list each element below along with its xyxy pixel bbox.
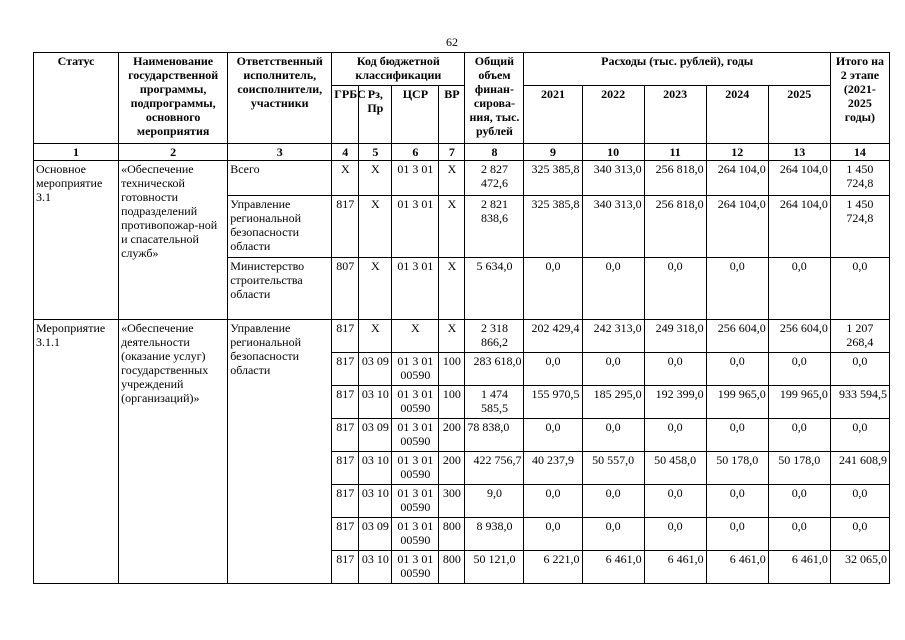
year-2025-cell: 0,0: [768, 419, 830, 452]
year-2022-cell: 6 461,0: [582, 551, 644, 584]
header-rzpr: Рз, Пр: [359, 86, 392, 144]
csr-cell: 01 3 01 00590: [392, 518, 439, 551]
header-expenses: Расходы (тыс. рублей), годы: [524, 53, 830, 86]
table-row: [34, 161, 890, 196]
grbs-cell: 817: [332, 485, 359, 518]
column-number-row: [34, 144, 890, 161]
year-2021-cell: 40 237,9: [524, 452, 582, 485]
year-2023-cell: 0,0: [644, 258, 706, 320]
year-2022-cell: 0,0: [582, 258, 644, 320]
header-csr: ЦСР: [392, 86, 439, 144]
year-2022-cell: 242 313,0: [582, 320, 644, 353]
vr-cell: 300: [439, 485, 465, 518]
year-2022-cell: 340 313,0: [582, 161, 644, 196]
year-2023-cell: 0,0: [644, 485, 706, 518]
year-2021-cell: 0,0: [524, 258, 582, 320]
year-2024-cell: 256 604,0: [706, 320, 768, 353]
rzpr-cell: Х: [359, 258, 392, 320]
sum-cell: 0,0: [830, 353, 889, 386]
year-2025-cell: 0,0: [768, 353, 830, 386]
year-2025-cell: 264 104,0: [768, 196, 830, 258]
column-number: 11: [644, 144, 706, 161]
year-2021-cell: 325 385,8: [524, 161, 582, 196]
column-number: 2: [119, 144, 228, 161]
total-cell: 50 121,0: [465, 551, 524, 584]
csr-cell: 01 3 01 00590: [392, 485, 439, 518]
year-2023-cell: 256 818,0: [644, 161, 706, 196]
header-year-2024: 2024: [706, 86, 768, 144]
year-2023-cell: 0,0: [644, 518, 706, 551]
column-number: 9: [524, 144, 582, 161]
year-2023-cell: 249 318,0: [644, 320, 706, 353]
year-2021-cell: 0,0: [524, 353, 582, 386]
rzpr-cell: 03 09: [359, 419, 392, 452]
year-2023-cell: 6 461,0: [644, 551, 706, 584]
sum-cell: 933 594,5: [830, 386, 889, 419]
vr-cell: 800: [439, 518, 465, 551]
header-year-2023: 2023: [644, 86, 706, 144]
csr-cell: 01 3 01 00590: [392, 386, 439, 419]
year-2023-cell: 256 818,0: [644, 196, 706, 258]
total-cell: 2 318 866,2: [465, 320, 524, 353]
year-2022-cell: 340 313,0: [582, 196, 644, 258]
header-year-2022: 2022: [582, 86, 644, 144]
year-2025-cell: 0,0: [768, 485, 830, 518]
year-2021-cell: 0,0: [524, 419, 582, 452]
csr-cell: 01 3 01 00590: [392, 452, 439, 485]
sum-cell: 1 207 268,4: [830, 320, 889, 353]
total-cell: 1 474 585,5: [465, 386, 524, 419]
header-vr: ВР: [439, 86, 465, 144]
rzpr-cell: 03 09: [359, 353, 392, 386]
rzpr-cell: Х: [359, 196, 392, 258]
rzpr-cell: 03 10: [359, 386, 392, 419]
year-2024-cell: 0,0: [706, 485, 768, 518]
grbs-cell: 817: [332, 452, 359, 485]
rzpr-cell: 03 10: [359, 452, 392, 485]
sum-cell: 0,0: [830, 485, 889, 518]
csr-cell: 01 3 01: [392, 258, 439, 320]
year-2025-cell: 50 178,0: [768, 452, 830, 485]
vr-cell: Х: [439, 161, 465, 196]
year-2023-cell: 0,0: [644, 419, 706, 452]
year-2023-cell: 192 399,0: [644, 386, 706, 419]
year-2024-cell: 0,0: [706, 419, 768, 452]
column-number: 1: [34, 144, 119, 161]
total-cell: 78 838,0: [465, 419, 524, 452]
year-2024-cell: 264 104,0: [706, 161, 768, 196]
vr-cell: 200: [439, 419, 465, 452]
year-2021-cell: 0,0: [524, 518, 582, 551]
grbs-cell: Х: [332, 161, 359, 196]
column-number: 4: [332, 144, 359, 161]
rzpr-cell: Х: [359, 161, 392, 196]
year-2024-cell: 50 178,0: [706, 452, 768, 485]
year-2022-cell: 50 557,0: [582, 452, 644, 485]
csr-cell: 01 3 01: [392, 161, 439, 196]
year-2024-cell: 0,0: [706, 518, 768, 551]
vr-cell: 800: [439, 551, 465, 584]
column-number: 6: [392, 144, 439, 161]
year-2022-cell: 0,0: [582, 353, 644, 386]
year-2025-cell: 264 104,0: [768, 161, 830, 196]
name-cell: «Обеспечение деятельности (оказание услуг) государственных учреждений (организаций)»: [119, 320, 228, 584]
sum-cell: 1 450 724,8: [830, 196, 889, 258]
sum-cell: 0,0: [830, 419, 889, 452]
year-2025-cell: 256 604,0: [768, 320, 830, 353]
year-2025-cell: 6 461,0: [768, 551, 830, 584]
column-number: 10: [582, 144, 644, 161]
year-2023-cell: 50 458,0: [644, 452, 706, 485]
page-number: 62: [446, 35, 458, 49]
sum-cell: 0,0: [830, 518, 889, 551]
year-2024-cell: 6 461,0: [706, 551, 768, 584]
year-2021-cell: 325 385,8: [524, 196, 582, 258]
year-2024-cell: 199 965,0: [706, 386, 768, 419]
column-number: 13: [768, 144, 830, 161]
column-number: 7: [439, 144, 465, 161]
header-total-stage2: Итого на 2 этапе (2021-2025 годы): [830, 53, 889, 144]
column-number: 12: [706, 144, 768, 161]
vr-cell: Х: [439, 320, 465, 353]
csr-cell: 01 3 01 00590: [392, 551, 439, 584]
header-name: Наименование государственной программы, подпрограммы, основного мероприятия: [119, 53, 228, 144]
total-cell: 2 827 472,6: [465, 161, 524, 196]
year-2025-cell: 0,0: [768, 518, 830, 551]
year-2024-cell: 0,0: [706, 258, 768, 320]
grbs-cell: 817: [332, 196, 359, 258]
year-2022-cell: 0,0: [582, 485, 644, 518]
grbs-cell: 817: [332, 386, 359, 419]
total-cell: 5 634,0: [465, 258, 524, 320]
csr-cell: Х: [392, 320, 439, 353]
csr-cell: 01 3 01 00590: [392, 353, 439, 386]
header-total-volume: Общий объем финан-сирова-ния, тыс. рублей: [465, 53, 524, 144]
header-year-2025: 2025: [768, 86, 830, 144]
year-2024-cell: 0,0: [706, 353, 768, 386]
rzpr-cell: 03 09: [359, 518, 392, 551]
total-cell: 9,0: [465, 485, 524, 518]
year-2022-cell: 0,0: [582, 518, 644, 551]
rzpr-cell: 03 10: [359, 551, 392, 584]
vr-cell: Х: [439, 196, 465, 258]
grbs-cell: 817: [332, 419, 359, 452]
sum-cell: 0,0: [830, 258, 889, 320]
year-2025-cell: 199 965,0: [768, 386, 830, 419]
csr-cell: 01 3 01 00590: [392, 419, 439, 452]
year-2022-cell: 0,0: [582, 419, 644, 452]
column-number: 5: [359, 144, 392, 161]
rzpr-cell: 03 10: [359, 485, 392, 518]
header-grbs: ГРБС: [332, 86, 359, 144]
vr-cell: Х: [439, 258, 465, 320]
executor-cell: Управление региональной безопасности области: [228, 196, 332, 258]
total-cell: 422 756,7: [465, 452, 524, 485]
total-cell: 283 618,0: [465, 353, 524, 386]
year-2021-cell: 202 429,4: [524, 320, 582, 353]
sum-cell: 1 450 724,8: [830, 161, 889, 196]
grbs-cell: 817: [332, 320, 359, 353]
vr-cell: 100: [439, 386, 465, 419]
table-row: [34, 320, 890, 353]
year-2025-cell: 0,0: [768, 258, 830, 320]
column-number: 3: [228, 144, 332, 161]
grbs-cell: 807: [332, 258, 359, 320]
status-cell: Основное мероприятие 3.1: [34, 161, 119, 320]
sum-cell: 241 608,9: [830, 452, 889, 485]
vr-cell: 200: [439, 452, 465, 485]
header-executor: Ответственный исполнитель, соисполнители, участники: [228, 53, 332, 144]
header-status: Статус: [34, 53, 119, 144]
total-cell: 8 938,0: [465, 518, 524, 551]
grbs-cell: 817: [332, 353, 359, 386]
executor-cell: Управление региональной безопасности области: [228, 320, 332, 584]
grbs-cell: 817: [332, 551, 359, 584]
year-2021-cell: 155 970,5: [524, 386, 582, 419]
csr-cell: 01 3 01: [392, 196, 439, 258]
year-2022-cell: 185 295,0: [582, 386, 644, 419]
status-cell: Мероприятие 3.1.1: [34, 320, 119, 584]
year-2023-cell: 0,0: [644, 353, 706, 386]
year-2021-cell: 0,0: [524, 485, 582, 518]
column-number: 8: [465, 144, 524, 161]
header-year-2021: 2021: [524, 86, 582, 144]
sum-cell: 32 065,0: [830, 551, 889, 584]
executor-cell: Всего: [228, 161, 332, 196]
budget-table: [33, 52, 890, 584]
column-number: 14: [830, 144, 889, 161]
vr-cell: 100: [439, 353, 465, 386]
name-cell: «Обеспечение технической готовности подразделений противопожар-ной и спасательной служб»: [119, 161, 228, 320]
executor-cell: Министерство строительства области: [228, 258, 332, 320]
grbs-cell: 817: [332, 518, 359, 551]
header-row-1: [34, 53, 890, 86]
year-2021-cell: 6 221,0: [524, 551, 582, 584]
header-budget-code: Код бюджетной классификации: [332, 53, 465, 86]
total-cell: 2 821 838,6: [465, 196, 524, 258]
rzpr-cell: Х: [359, 320, 392, 353]
year-2024-cell: 264 104,0: [706, 196, 768, 258]
